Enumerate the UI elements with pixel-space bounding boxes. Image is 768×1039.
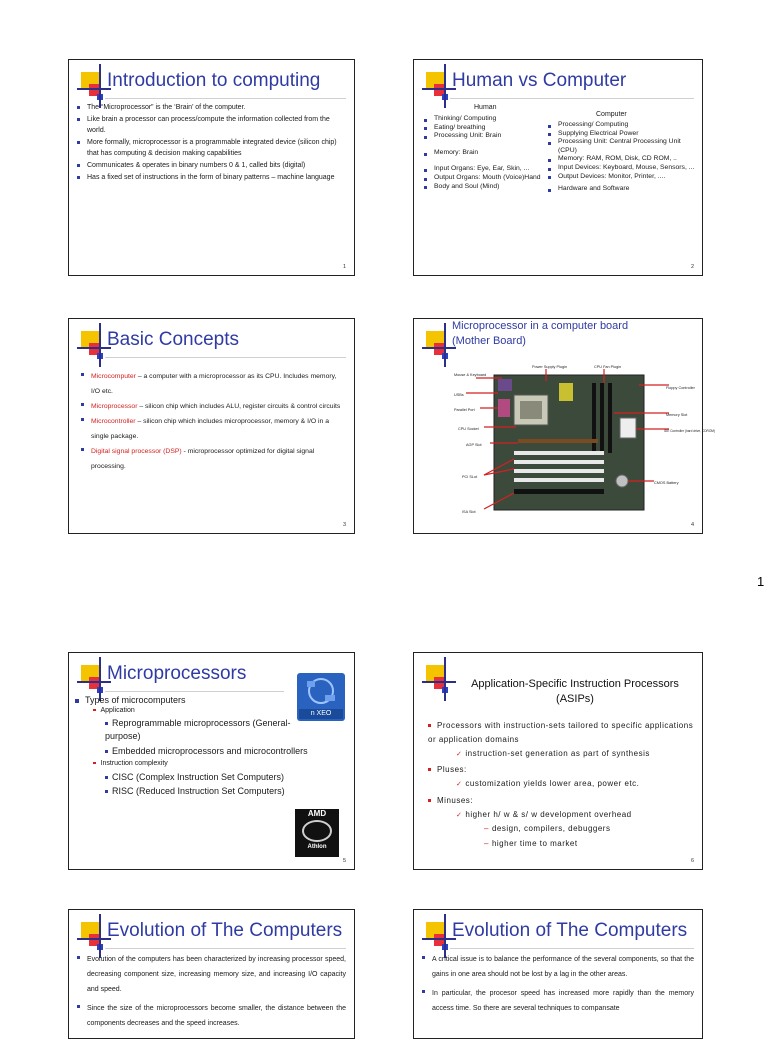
- amd-model: Athlon: [307, 844, 327, 850]
- sub-sub-bullet: – design, compilers, debuggers: [484, 824, 610, 833]
- pci-slot: [514, 460, 604, 464]
- slide-title: Basic Concepts: [107, 329, 240, 350]
- concept-definition: – silicon chip which includes ALU, register circuits & control circuits: [137, 403, 341, 410]
- slide-motherboard: [413, 318, 716, 534]
- bullet-item: Has a fixed set of instructions in the form of binary patterns – machine language: [77, 172, 344, 183]
- list-item: Supplying Electrical Power: [548, 130, 696, 139]
- cmos-battery: [616, 475, 628, 487]
- bullet-item: Communicates & operates in binary numbers 0 & 1, called bits (digital): [77, 160, 344, 171]
- title-divider: [450, 948, 694, 949]
- keyboard-port: [498, 379, 512, 391]
- component-label: ISA Slot: [462, 510, 476, 514]
- memory-slot: [608, 383, 612, 453]
- chip-label: n XEO: [299, 709, 343, 719]
- bullet-item: In particular, the procesor speed has increased more rapidly than the memory access time. So there are several techniques to compansate: [422, 986, 694, 1016]
- parallel-port: [498, 399, 510, 417]
- sub-bullet: Application: [93, 707, 135, 714]
- list-item: Processing Unit: Brain: [424, 132, 556, 141]
- list-item: Input Organs: Eye, Ear, Skin, ...: [424, 165, 556, 174]
- bullet-item: Processors with instruction-sets tailored to specific applications or application domains: [428, 719, 696, 747]
- bullet-item: Minuses:: [428, 794, 473, 808]
- slide-page-number: 5: [342, 858, 346, 864]
- bullet-item: Since the size of the microprocessors become smaller, the distance between the components decreases and the speed increases.: [77, 1001, 346, 1031]
- concept-term: Digital signal processor (DSP): [91, 448, 182, 455]
- slide-page-number: 6: [690, 858, 694, 864]
- concept-definition: – silicon chip which includes microprocessor, memory & I/O in a single package.: [91, 418, 329, 440]
- concept-definition: - microprocessor optimized for digital signal processing.: [91, 448, 315, 470]
- concept-definition: – a computer with a microprocessor as its CPU. Includes memory, I/O etc.: [91, 373, 337, 395]
- slide-title-line: (Mother Board): [452, 335, 526, 347]
- slide-title: Evolution of The Computers: [107, 920, 343, 941]
- document-page-number: 1: [757, 574, 765, 589]
- slide-evolution-of-computers-2: [413, 909, 703, 1039]
- sub-bullet: Instruction complexity: [93, 760, 168, 767]
- motherboard-image: [454, 363, 716, 518]
- slide-title: Introduction to computing: [107, 70, 321, 91]
- sub-bullet: ✓ higher h/ w & s/ w development overhead: [456, 810, 632, 819]
- slide-page-number: 1: [342, 264, 346, 270]
- list-item: Processing/ Computing: [548, 121, 696, 130]
- bullet-item: The “Microprocessor” is the ‘Brain’ of the computer.: [77, 102, 344, 113]
- bullet-item: Like brain a processor can process/compute the information collected from the world.: [77, 114, 344, 136]
- title-divider: [105, 98, 346, 99]
- concept-item: [81, 369, 344, 399]
- pci-slot: [514, 478, 604, 482]
- bullet-list: [77, 102, 344, 184]
- concept-item: [81, 399, 344, 414]
- chip-pattern-icon: [297, 673, 345, 709]
- amd-athlon-logo: [295, 809, 339, 857]
- slide-asips: [413, 652, 703, 870]
- bullet-item: Evolution of the computers has been characterized by increasing processor speed, decreasing component size, increasing memory size, and increasing I/O capacity and speed.: [77, 952, 346, 997]
- sub-sub-bullet: Reprogrammable microprocessors (General-purpose): [105, 717, 325, 743]
- list-item: Processing Unit: Central Processing Unit (CPU): [548, 138, 696, 155]
- component-label: Memory Slot: [666, 413, 688, 417]
- amd-swirl-icon: [302, 820, 332, 842]
- slide-microprocessors: [68, 652, 355, 870]
- slide-page-number: 3: [342, 522, 346, 528]
- component-label: Floppy Controller: [666, 386, 695, 390]
- memory-slot: [600, 383, 604, 453]
- title-divider: [450, 98, 694, 99]
- title-divider: [105, 948, 346, 949]
- component-label: IDE Controller (hard drive, CDROM): [664, 429, 716, 433]
- concept-term: Microcomputer: [91, 373, 136, 380]
- computer-list: [548, 121, 696, 194]
- human-column-header: Human: [474, 104, 497, 111]
- sub-sub-bullet: – higher time to market: [484, 839, 578, 848]
- slide-basic-concepts: [68, 318, 355, 534]
- bullet-item: More formally, microprocessor is a programmable integrated device (silicon chip) that has computing & decision making capabilities: [77, 137, 344, 159]
- slide-human-vs-computer: [413, 59, 703, 276]
- agp-slot: [518, 439, 598, 443]
- slide-title: Human vs Computer: [452, 70, 627, 91]
- isa-slot: [514, 489, 604, 494]
- list-item: Hardware and Software: [548, 185, 696, 194]
- list-item: Memory: Brain: [424, 149, 556, 158]
- concept-item: [81, 444, 344, 474]
- cpu-socket-core: [520, 401, 542, 419]
- amd-brand: AMD: [307, 809, 327, 818]
- slide-evolution-of-computers: [68, 909, 355, 1039]
- slide-title: [446, 677, 704, 707]
- computer-column-header: Computer: [596, 111, 627, 118]
- human-list: [424, 115, 556, 191]
- slide-page-number: 4: [690, 522, 694, 528]
- slide-logo-icon: [77, 323, 111, 367]
- bullet-list: [422, 952, 694, 1020]
- list-item: Output Devices: Monitor, Printer, ....: [548, 173, 696, 182]
- pci-slot: [514, 451, 604, 455]
- component-label: Parallel Port: [454, 408, 475, 412]
- component-label: USBs: [454, 393, 464, 397]
- list-item: Thinking/ Computing: [424, 115, 556, 124]
- list-item: Input Devices: Keyboard, Mouse, Sensors, ...: [548, 164, 696, 173]
- bullet-list: [77, 952, 346, 1035]
- intel-xeon-chip-image: [297, 673, 345, 721]
- component-label: CPU Socket: [458, 427, 479, 431]
- bullet-item: A critical issue is to balance the performance of the several components, so that the gains in one area should not be lost by a lag in the other areas.: [422, 952, 694, 982]
- component-label: CPU Fan Plugin: [594, 365, 622, 369]
- list-item: Body and Soul (Mind): [424, 183, 556, 192]
- slide-page-number: 2: [690, 264, 694, 270]
- concept-term: Microcontroller: [91, 418, 136, 425]
- concept-item: [81, 414, 344, 444]
- bullet-item: Pluses:: [428, 763, 467, 777]
- sub-sub-bullet: CISC (Complex Instruction Set Computers): [105, 771, 325, 784]
- ide-connector: [620, 418, 636, 438]
- sub-bullet: ✓ instruction-set generation as part of synthesis: [456, 749, 650, 758]
- slide-title-line: Microprocessor in a computer board: [452, 320, 629, 332]
- list-item: Output Organs: Mouth (Voice)Hand: [424, 174, 556, 183]
- component-label: Power Supply Plugin: [532, 365, 568, 369]
- component: [559, 383, 573, 401]
- pci-slot: [514, 469, 604, 473]
- slide-title-line: Application-Specific Instruction Processors: [471, 678, 679, 690]
- component-label: PCI SLot: [462, 475, 478, 479]
- slide-logo-icon: [422, 323, 456, 367]
- concept-list: [81, 369, 344, 474]
- slide-title-line: (ASIPs): [556, 693, 594, 705]
- title-divider: [105, 357, 346, 358]
- component-label: AGP Slot: [466, 443, 482, 447]
- component-label: Mouse & Keyboard: [454, 373, 487, 377]
- title-divider: [105, 691, 284, 692]
- slide-title: Microprocessors: [107, 663, 247, 684]
- sub-sub-bullet: Embedded microprocessors and microcontrollers: [105, 745, 325, 758]
- list-item: Eating/ breathing: [424, 124, 556, 133]
- slide-logo-icon: [422, 64, 456, 108]
- concept-term: Microprocessor: [91, 403, 138, 410]
- component-label: CMOS Battery: [654, 481, 679, 485]
- slide-title: Evolution of The Computers: [452, 920, 688, 941]
- sub-bullet: ✓ customization yields lower area, power etc.: [456, 779, 639, 788]
- bullet-item: Types of microcomputers: [75, 695, 186, 705]
- list-item: Memory: RAM, ROM, Disk, CD ROM, ..: [548, 155, 696, 164]
- sub-sub-bullet: RISC (Reduced Instruction Set Computers): [105, 785, 325, 798]
- slide-title: [452, 319, 628, 349]
- slide-introduction-to-computing: [68, 59, 355, 276]
